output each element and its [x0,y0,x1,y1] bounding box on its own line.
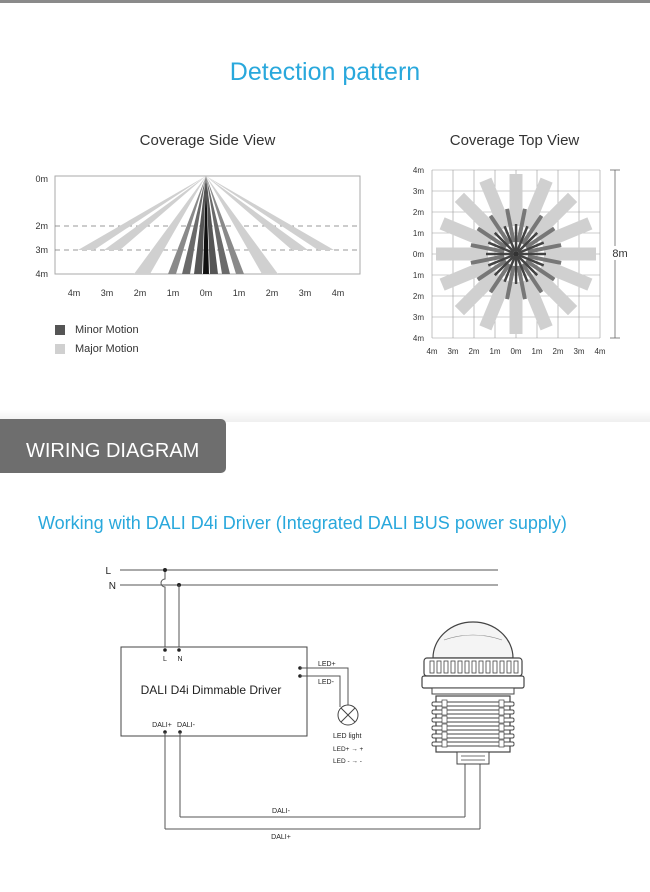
led-plus-label: LED+ [318,661,336,668]
sensor-rib [486,661,490,673]
sensor-rib [472,661,476,673]
led-plus-legend: LED+ → + [333,746,364,753]
top-view-y-tick: 2m [412,292,424,301]
sensor-terminal-block [457,752,489,764]
side-view-chart [0,160,380,310]
top-view-x-tick: 4m [594,347,606,356]
sensor-thread-clip [499,732,504,739]
side-view-x-tick: 4m [331,288,345,298]
side-view-x-tick: 1m [166,288,180,298]
wiring-diagram [0,560,650,850]
top-view-minor-ray [515,224,518,251]
top-view-minor-ray [515,257,518,284]
sensor-rib [465,661,469,673]
top-view-y-tick: 3m [412,313,424,322]
led-light-label: LED light [333,733,362,740]
top-view-major-ray [510,174,523,226]
side-view-y-tick: 4m [35,269,48,279]
top-view-y-tick: 0m [412,250,424,259]
sensor-thread-clip [442,740,447,747]
sensor-thread-clip [442,732,447,739]
sensor-rib [500,661,504,673]
side-view-x-tick: 3m [100,288,114,298]
top-view-y-tick: 3m [412,187,424,196]
side-view-x-tick: 3m [298,288,312,298]
top-view-y-tick: 4m [412,166,424,175]
top-view-title: Coverage Top View [449,132,580,149]
sensor-thread-clip [442,724,447,731]
top-view-y-tick: 2m [412,208,424,217]
sensor-thread-clip [499,716,504,723]
side-view-y-tick: 3m [35,245,48,255]
top-view-minor-ray [486,253,513,256]
sensor-rib [493,661,497,673]
sensor-rib [479,661,483,673]
top-view-x-tick: 4m [426,347,438,356]
sensor-thread-clip [499,740,504,747]
side-view-y-tick: 2m [35,221,48,231]
sensor-rib [437,661,441,673]
wire-l-drop [161,570,165,647]
dali-plus-bus-label: DALI+ [271,834,291,841]
top-view-x-tick: 0m [510,347,522,356]
sensor-rib [507,661,511,673]
driver-terminal-dali-plus: DALI+ [152,722,172,729]
top-view-major-ray [544,248,596,261]
sensor-rib [444,661,448,673]
sensor-thread-clip [442,708,447,715]
side-view-major-beam [206,176,334,250]
top-divider [0,0,650,3]
legend-label: Minor Motion [75,324,139,336]
terminal-dot [163,648,167,652]
legend-swatch-major [55,344,65,354]
terminal-dot [177,648,181,652]
span-label: 8m [612,248,628,260]
top-view-x-tick: 2m [468,347,480,356]
top-view-x-tick: 3m [573,347,585,356]
top-view-center [513,251,519,257]
sensor-thread-clip [499,700,504,707]
wiring-diagram-tab: WIRING DIAGRAM [0,419,226,473]
side-view-x-tick: 0m [199,288,213,298]
top-view-y-tick: 1m [412,271,424,280]
legend-swatch-minor [55,325,65,335]
legend-major-motion [55,343,139,355]
sensor-rib [430,661,434,673]
side-view-fan [78,176,334,274]
top-view-y-tick: 4m [412,334,424,343]
side-view-x-tick: 4m [67,288,81,298]
legend-label: Major Motion [75,343,139,355]
driver-label: DALI D4i Dimmable Driver [140,683,282,697]
side-view-x-tick: 2m [133,288,147,298]
side-view-major-beam [78,176,206,250]
top-view-chart [395,160,645,360]
dali-minus-bus-label: DALI- [272,808,290,815]
section-title: Detection pattern [229,58,421,86]
top-view-x-tick: 1m [489,347,501,356]
junction-dot-l [163,568,167,572]
top-view-rays [436,174,596,334]
sensor-thread-clip [442,700,447,707]
side-view-x-tick: 1m [232,288,246,298]
sensor-rib [458,661,462,673]
top-view-x-tick: 2m [552,347,564,356]
driver-terminal-n: N [177,656,183,663]
line-n-label: N [108,581,116,592]
wiring-subtitle: Working with DALI D4i Driver (Integrated DALI BUS power supply) [38,513,567,533]
top-view-y-tick: 1m [412,229,424,238]
sensor-neck [432,688,514,694]
top-view-major-ray [436,248,488,261]
dali-sensor-device [422,622,524,764]
led-minus-legend: LED - → - [333,758,362,765]
sensor-thread-clip [499,724,504,731]
line-l-label: L [105,566,111,577]
sensor-rib [451,661,455,673]
sensor-rib [514,661,518,673]
top-view-major-ray [510,282,523,334]
led-minus-label: LED- [318,679,334,686]
sensor-dome [433,622,513,658]
top-view-x-tick: 3m [447,347,459,356]
top-view-minor-ray [519,253,546,256]
side-view-x-tick: 2m [265,288,279,298]
side-view-y-tick: 0m [35,174,48,184]
legend-minor-motion [55,324,139,336]
top-view-x-tick: 1m [531,347,543,356]
driver-terminal-l: L [163,656,167,663]
sensor-thread-clip [442,716,447,723]
side-view-title: Coverage Side View [139,132,276,149]
driver-terminal-dali-minus: DALI- [177,722,195,729]
sensor-flange [422,676,524,688]
sensor-thread-clip [499,708,504,715]
